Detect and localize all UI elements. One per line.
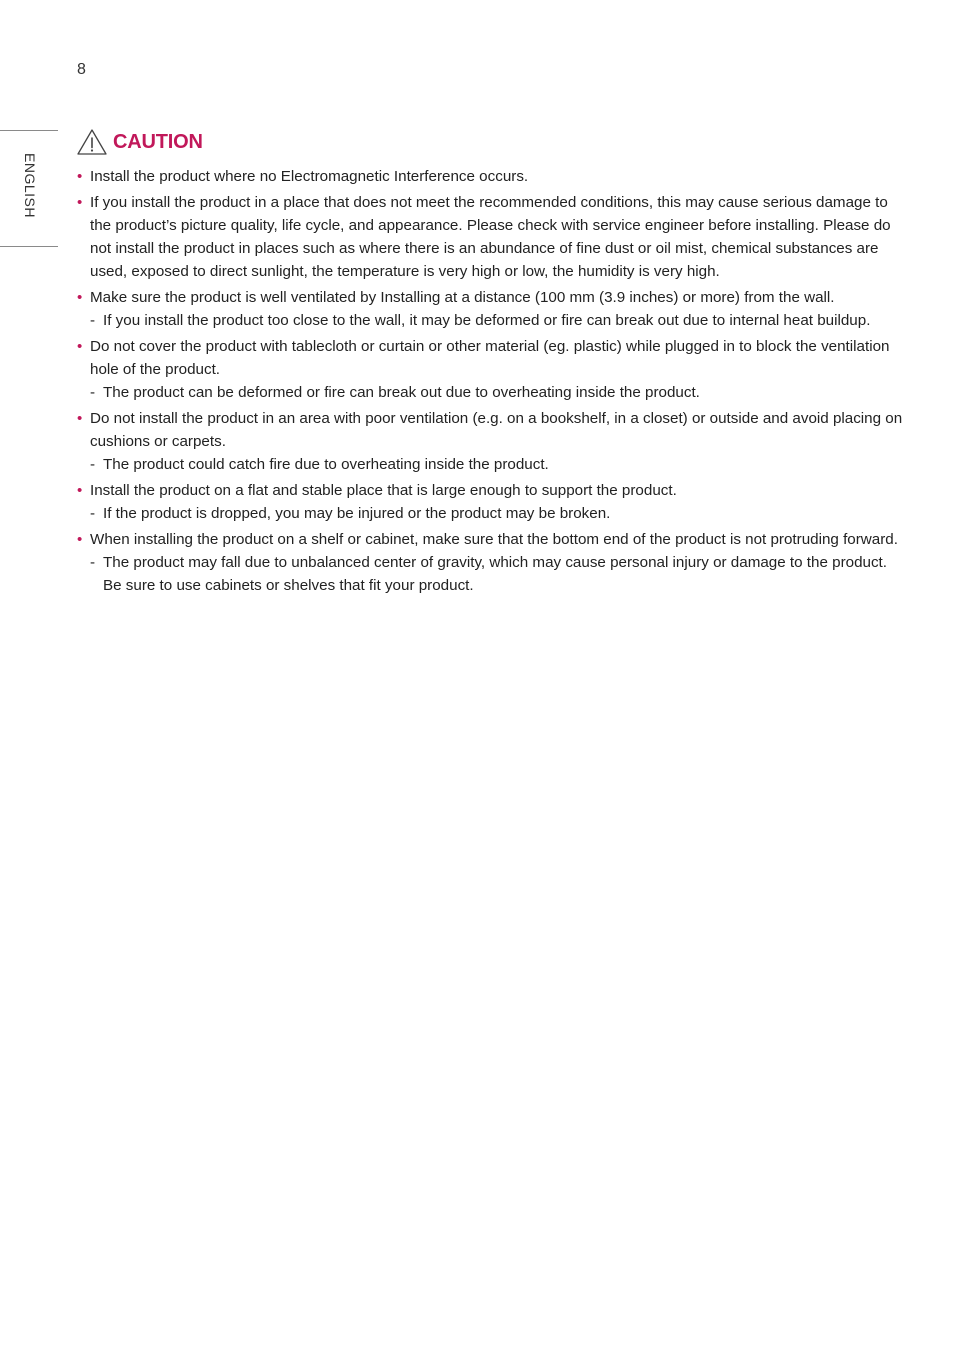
caution-item-text: Install the product on a flat and stable place that is large enough to support the product. xyxy=(90,482,677,499)
warning-triangle-icon xyxy=(76,128,108,156)
bullet-icon: • xyxy=(77,531,83,548)
caution-item xyxy=(77,407,907,476)
caution-item-text: Do not install the product in an area with poor ventilation (e.g. on a bookshelf, in a closet) or outside and avoid placing on cushions or carpets. xyxy=(90,410,903,450)
bullet-icon: • xyxy=(77,338,83,355)
page-number: 8 xyxy=(77,61,86,78)
caution-item-text: Install the product where no Electromagnetic Interference occurs. xyxy=(90,168,529,185)
caution-sub-item-text: If you install the product too close to the wall, it may be deformed or fire can break out due to internal heat buildup. xyxy=(103,312,871,329)
dash-marker: - xyxy=(90,505,96,522)
caution-sub-item xyxy=(90,502,907,525)
caution-item-text: If you install the product in a place that does not meet the recommended conditions, this may cause serious damage to the product’s picture quality, life cycle, and appearance. Please check with service engineer before installing. Please do not install the product in places such as where there is an abundance of fine dust or oil mist, chemical substances are used, exposed to direct sunlight, the temperature is very high or low, the humidity is very high. xyxy=(90,194,891,280)
bullet-icon: • xyxy=(77,482,83,499)
caution-header xyxy=(76,127,203,157)
caution-sub-item xyxy=(90,551,907,597)
caution-sub-item-text: If the product is dropped, you may be injured or the product may be broken. xyxy=(103,505,611,522)
language-tab-label: ENGLISH xyxy=(22,153,38,218)
language-side-tab xyxy=(0,130,58,247)
dash-marker: - xyxy=(90,554,96,571)
caution-sub-item xyxy=(90,309,907,332)
dash-marker: - xyxy=(90,384,96,401)
caution-item xyxy=(77,479,907,525)
bullet-icon: • xyxy=(77,168,83,185)
dash-marker: - xyxy=(90,456,96,473)
caution-item xyxy=(77,335,907,404)
caution-item-text: Do not cover the product with tablecloth or curtain or other material (eg. plastic) while plugged in to block the ventilation hole of the product. xyxy=(90,338,890,378)
caution-sub-item-text: The product can be deformed or fire can break out due to overheating inside the product. xyxy=(103,384,700,401)
caution-list xyxy=(77,165,907,600)
caution-sub-item xyxy=(90,381,907,404)
caution-item xyxy=(77,528,907,597)
dash-marker: - xyxy=(90,312,96,329)
caution-sub-item-text: The product may fall due to unbalanced center of gravity, which may cause personal injury or damage to the product. Be sure to use cabinets or shelves that fit your product. xyxy=(103,554,887,594)
caution-title: CAUTION xyxy=(113,130,203,153)
caution-sub-item-text: The product could catch fire due to overheating inside the product. xyxy=(103,456,549,473)
bullet-icon: • xyxy=(77,410,83,427)
bullet-icon: • xyxy=(77,194,83,211)
caution-item xyxy=(77,191,907,283)
caution-item-text: Make sure the product is well ventilated by Installing at a distance (100 mm (3.9 inches) or more) from the wall. xyxy=(90,289,835,306)
caution-sub-item xyxy=(90,453,907,476)
bullet-icon: • xyxy=(77,289,83,306)
caution-item-text: When installing the product on a shelf or cabinet, make sure that the bottom end of the product is not protruding forward. xyxy=(90,531,898,548)
caution-item xyxy=(77,165,907,188)
caution-item xyxy=(77,286,907,332)
